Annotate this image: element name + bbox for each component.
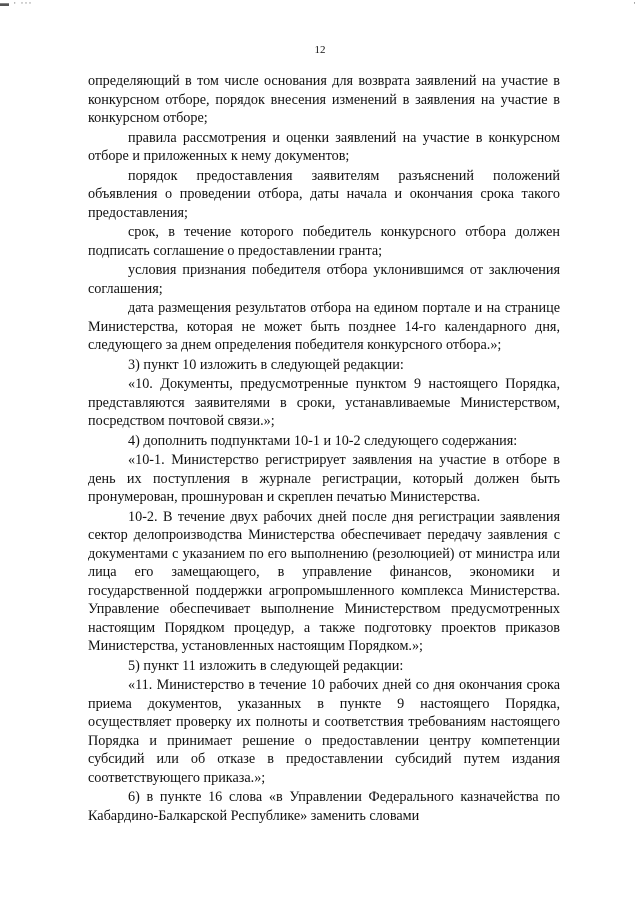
paragraph: 4) дополнить подпунктами 10-1 и 10-2 следующего содержания: [128,432,518,449]
paragraph: определяющий в том числе основания для возврата заявлений на участие в конкурсном отборе, порядок внесения изменений в заявления на участие в конкурсном отборе; [88,73,560,126]
paragraph: 10-2. В течение двух рабочих дней после дня регистрации заявления сектор делопроизводства Министерства обеспечивает передачу заявления с документами с указанием по его выполнению (резолюцией) от министра или лица его замещающего, в управление финансов, экономики и государственной поддержки агропромышленного комплекса Министерства. Управление обеспечивает выполнение Министерством предусмотренных настоящим Порядком процедур, а также подготовку проектов приказов Министерства, установленных настоящим Порядком.»; [88,508,560,654]
scan-edge-mark: ▬ · ··· [0,0,33,8]
paragraph: срок, в течение которого победитель конкурсного отбора должен подписать соглашение о предоставлении гранта; [88,224,560,259]
paragraph: условия признания победителя отбора уклонившимся от заключения соглашения; [88,262,560,297]
paragraph: правила рассмотрения и оценки заявлений на участие в конкурсном отборе и приложенных к нему документов; [88,129,560,164]
paragraph: «11. Министерство в течение 10 рабочих дней со дня окончания срока приема документов, указанных в пункте 9 настоящего Порядка, осуществляет проверку их полноты и соответствия требованиям настоящего Порядка и принимает решение о предоставлении центру компетенции субсидий или об отказе в предоставлении субсидий путем издания соответствующего приказа.»; [88,677,560,786]
paragraph: дата размещения результатов отбора на едином портале и на странице Министерства, которая не может быть позднее 14-го календарного дня, следующего за днем определения победителя конкурсного отбора.»; [88,300,560,353]
paragraph: порядок предоставления заявителям разъяснений положений объявления о проведении отбора, даты начала и окончания срока такого предоставления; [88,167,560,221]
paragraph: 6) в пункте 16 слова «в Управлении Федерального казначейства по Кабардино-Балкарской Республике» заменить словами [88,789,560,824]
paragraph: «10-1. Министерство регистрирует заявления на участие в отборе в день их поступления в журнале регистрации, который должен быть пронумерован, прошнурован и скреплен печатью Министерства. [88,452,560,505]
paragraph: 5) пункт 11 изложить в следующей редакции: [128,657,404,674]
scan-edge-mark-right: · [633,0,636,8]
document-body [88,72,560,825]
page-number: 12 [314,44,326,56]
paragraph: 3) пункт 10 изложить в следующей редакции: [128,356,404,373]
paragraph: «10. Документы, предусмотренные пунктом 9 настоящего Порядка, представляются заявителями в сроки, устанавливаемые Министерством, посредством почтовой связи.»; [88,376,560,429]
